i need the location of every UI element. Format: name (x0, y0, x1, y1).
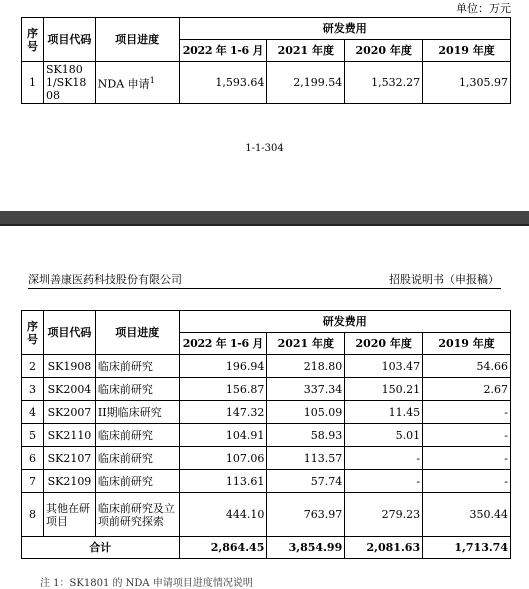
cell-value: 150.21 (345, 378, 423, 401)
cell-value: - (345, 447, 423, 470)
header-seq: 序号 (22, 311, 44, 355)
document-title: 招股说明书（申报稿） (389, 273, 499, 286)
cell-value: 2,199.54 (267, 62, 345, 104)
cell-value: - (423, 447, 511, 470)
cell-value: 196.94 (179, 355, 267, 378)
total-row (22, 537, 511, 559)
cell-progress: 临床前研究 (95, 378, 179, 401)
page-number: 1-1-304 (245, 143, 284, 154)
cell-value: 156.87 (179, 378, 267, 401)
company-name: 深圳善康医药科技股份有限公司 (28, 273, 182, 286)
cell-value: 5.01 (345, 424, 423, 447)
cell-value: - (423, 424, 511, 447)
table-row (22, 424, 511, 447)
cell-progress: 临床前研究 (95, 355, 179, 378)
table-row (22, 401, 511, 424)
cell-value: 1,305.97 (423, 62, 511, 104)
header-period: 2019 年度 (423, 333, 511, 355)
cell-progress: 临床前研究及立项前研究探索 (95, 493, 179, 537)
cell-code: SK2109 (43, 470, 95, 493)
cell-value: 105.09 (267, 401, 345, 424)
table-row (22, 470, 511, 493)
progress-text: NDA 申请 (97, 77, 150, 91)
table-row (22, 355, 511, 378)
rd-table-bottom (21, 310, 511, 559)
cell-value: - (423, 470, 511, 493)
cell-value: - (423, 401, 511, 424)
cell-code: SK1908 (43, 355, 95, 378)
header-rd-cost: 研发费用 (179, 18, 510, 40)
cell-value: - (345, 470, 423, 493)
cell-value: 57.74 (267, 470, 345, 493)
header-period: 2021 年度 (267, 333, 345, 355)
cell-progress (95, 62, 179, 104)
cell-seq: 2 (22, 355, 44, 378)
cell-value: 444.10 (179, 493, 267, 537)
table-row (22, 378, 511, 401)
cell-code: SK2007 (43, 401, 95, 424)
cell-progress: 临床前研究 (95, 424, 179, 447)
total-value: 1,713.74 (423, 537, 511, 559)
cell-value: 104.91 (179, 424, 267, 447)
cell-code: SK2004 (43, 378, 95, 401)
total-value: 2,864.45 (179, 537, 267, 559)
cell-value: 2.67 (423, 378, 511, 401)
cell-seq: 5 (22, 424, 44, 447)
header-rule (28, 288, 501, 289)
header-seq: 序号 (22, 18, 44, 62)
cell-seq: 7 (22, 470, 44, 493)
cell-seq: 4 (22, 401, 44, 424)
cell-code: SK2107 (43, 447, 95, 470)
header-period: 2019 年度 (423, 40, 511, 62)
cell-code: SK2110 (43, 424, 95, 447)
header-period: 2022 年 1-6 月 (179, 40, 267, 62)
cell-code: SK1801/SK1808 (43, 62, 95, 104)
page-separator (0, 211, 529, 224)
total-value: 3,854.99 (267, 537, 345, 559)
header-period: 2020 年度 (345, 40, 423, 62)
unit-label: 单位：万元 (456, 2, 511, 15)
cell-seq: 6 (22, 447, 44, 470)
cell-value: 218.80 (267, 355, 345, 378)
rd-table-top (21, 17, 511, 104)
header-progress: 项目进度 (95, 18, 179, 62)
cell-value: 1,593.64 (179, 62, 267, 104)
cell-code: 其他在研项目 (43, 493, 95, 537)
cell-value: 11.45 (345, 401, 423, 424)
header-progress: 项目进度 (95, 311, 179, 355)
cell-value: 113.61 (179, 470, 267, 493)
cell-value: 107.06 (179, 447, 267, 470)
table-row (22, 493, 511, 537)
cell-value: 54.66 (423, 355, 511, 378)
cell-value: 763.97 (267, 493, 345, 537)
header-code: 项目代码 (43, 18, 95, 62)
cell-value: 350.44 (423, 493, 511, 537)
cell-progress: 临床前研究 (95, 447, 179, 470)
header-period: 2020 年度 (345, 333, 423, 355)
total-label: 合计 (22, 537, 180, 559)
cell-value: 113.57 (267, 447, 345, 470)
footnote-partial: 注 1：SK1801 的 NDA 申请项目进度情况说明 (40, 578, 253, 589)
header-code: 项目代码 (43, 311, 95, 355)
cell-progress: 临床前研究 (95, 470, 179, 493)
cell-value: 279.23 (345, 493, 423, 537)
header-rd-cost: 研发费用 (179, 311, 510, 333)
header-period: 2022 年 1-6 月 (179, 333, 267, 355)
cell-seq: 3 (22, 378, 44, 401)
cell-seq: 8 (22, 493, 44, 537)
cell-value: 147.32 (179, 401, 267, 424)
cell-value: 103.47 (345, 355, 423, 378)
table-row (22, 447, 511, 470)
cell-value: 58.93 (267, 424, 345, 447)
total-value: 2,081.63 (345, 537, 423, 559)
cell-value: 1,532.27 (345, 62, 423, 104)
footnote-marker: 1 (149, 76, 155, 86)
header-period: 2021 年度 (267, 40, 345, 62)
cell-seq: 1 (22, 62, 44, 104)
page-separator-line (0, 224, 529, 226)
cell-value: 337.34 (267, 378, 345, 401)
table-row (22, 62, 511, 104)
cell-progress: II期临床研究 (95, 401, 179, 424)
